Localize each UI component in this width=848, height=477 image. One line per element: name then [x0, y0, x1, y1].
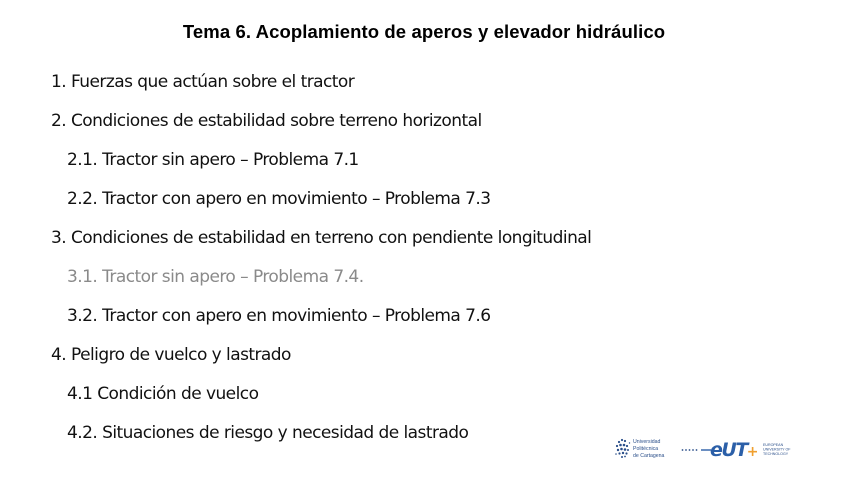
upct-logo [613, 434, 677, 464]
upct-text-line-2: Politécnica [633, 446, 659, 452]
eut-caption-line-3: TECHNOLOGY [763, 452, 789, 456]
slide-title: Tema 6. Acoplamiento de aperos y elevador hidráulico [182, 21, 666, 42]
outline-item: 2. Condiciones de estabilidad sobre terreno horizontal [51, 111, 482, 131]
upct-text-line-3: de Cartagena [633, 453, 665, 459]
outline-item: 2.1. Tractor sin apero – Problema 7.1 [67, 150, 359, 170]
outline-item: 2.2. Tractor con apero en movimiento – Problema 7.3 [67, 189, 491, 209]
outline-item: 3.2. Tractor con apero en movimiento – Problema 7.6 [67, 306, 491, 326]
eut-wordmark: eUT+ [710, 439, 758, 461]
outline-item: 1. Fuerzas que actúan sobre el tractor [51, 72, 355, 92]
eut-caption-line-1: EUROPEAN [763, 443, 784, 447]
eut-logo [701, 436, 799, 462]
topic-outline [51, 66, 591, 456]
outline-item: 4.1 Condición de vuelco [67, 384, 259, 404]
separator-dots [681, 448, 699, 452]
outline-item: 3.1. Tractor sin apero – Problema 7.4. [67, 267, 364, 287]
footer-logos [613, 434, 799, 464]
upct-text-line-1: Universidad [633, 439, 661, 445]
outline-item: 3. Condiciones de estabilidad en terreno con pendiente longitudinal [51, 228, 592, 248]
outline-item: 4. Peligro de vuelco y lastrado [51, 345, 291, 365]
eut-caption-line-2: UNIVERSITY OF [763, 447, 791, 452]
outline-item: 4.2. Situaciones de riesgo y necesidad de lastrado [67, 423, 469, 443]
